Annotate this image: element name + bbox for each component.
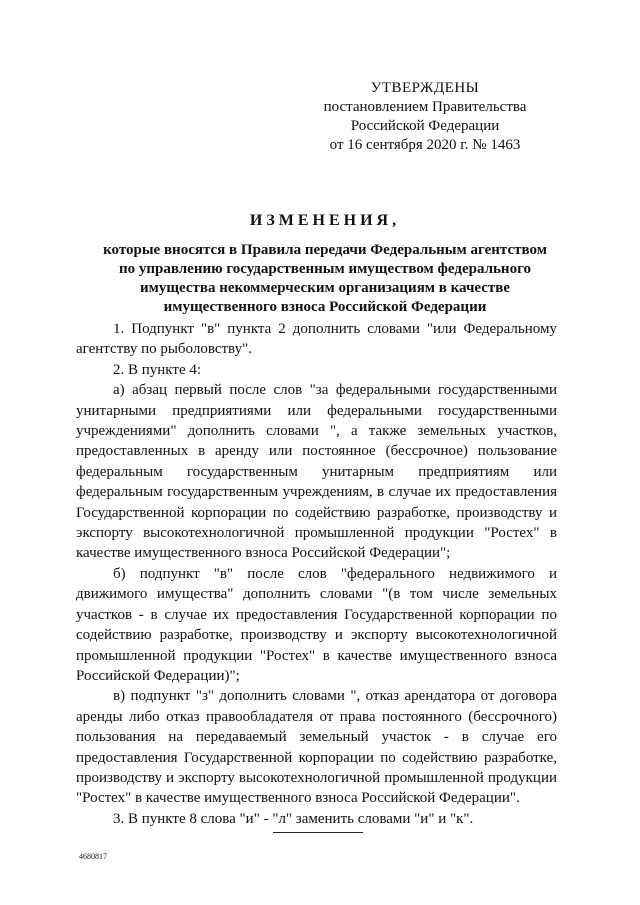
approval-line-2: Российской Федерации (350, 118, 500, 134)
closing-divider (273, 832, 363, 833)
document-title (60, 211, 590, 317)
document-number: 4680817 (79, 852, 107, 861)
paragraph-subitem-v: в) подпункт "з" дополнить словами ", отказ арендатора от договора аренды либо отказ правообладателя от права постоянного (бессрочного) пользования на передаваемый земельный участок - в случае его предоставления Государственной корпорации по содействию разработке, производству и экспорту высокотехнологичной промышленной продукции "Ростех" в качестве имущественного взноса Российской Федерации". (76, 688, 557, 807)
title-sub-line: имущественного взноса Российской Федерации (163, 299, 487, 315)
document-body (76, 319, 557, 829)
paragraph-subitem-b: б) подпункт "в" после слов "федерального недвижимого и движимого имущества" дополнить словами "(в том числе земельных участков - в случае их предоставления Государственной корпорации по содействию разработке, производству и экспорту высокотехнологичной промышленной продукции "Ростех" в качестве имущественного взноса Российской Федерации)"; (76, 565, 557, 684)
approved-heading: УТВЕРЖДЕНЫ (370, 80, 480, 96)
title-main: ИЗМЕНЕНИЯ, (249, 212, 401, 229)
paragraph-item-1: 1. Подпункт "в" пункта 2 дополнить словами "или Федеральному агентству по рыболовству". (76, 321, 557, 358)
approval-stamp (300, 79, 550, 155)
title-sub-line: по управлению государственным имуществом федерального (118, 261, 532, 277)
title-sub-line: которые вносятся в Правила передачи Федеральным агентством (103, 242, 547, 258)
title-sub-line: имущества некоммерческим организациям в качестве (139, 280, 511, 296)
approval-line-3: от 16 сентября 2020 г. № 1463 (329, 137, 521, 153)
paragraph-item-3: 3. В пункте 8 слова "и" - "л" заменить словами "и" и "к". (113, 810, 474, 827)
paragraph-item-2: 2. В пункте 4: (113, 361, 202, 378)
approval-line-1: постановлением Правительства (323, 99, 527, 115)
title-subtitle (60, 241, 590, 317)
paragraph-subitem-a: а) абзац первый после слов "за федеральными государственными унитарными предприятиями или федеральными государственными учреждениями" дополнить словами ", а также земельных участков, предоставленных в аренду или постоянное (бессрочное) пользование федеральным государственным унитарным предприятиям или федеральным государственным учреждениям, в случае их предоставления Государственной корпорации по содействию разработке, производству и экспорту высокотехнологичной промышленной продукции "Ростех" в качестве имущественного взноса Российской Федерации"; (76, 382, 557, 562)
